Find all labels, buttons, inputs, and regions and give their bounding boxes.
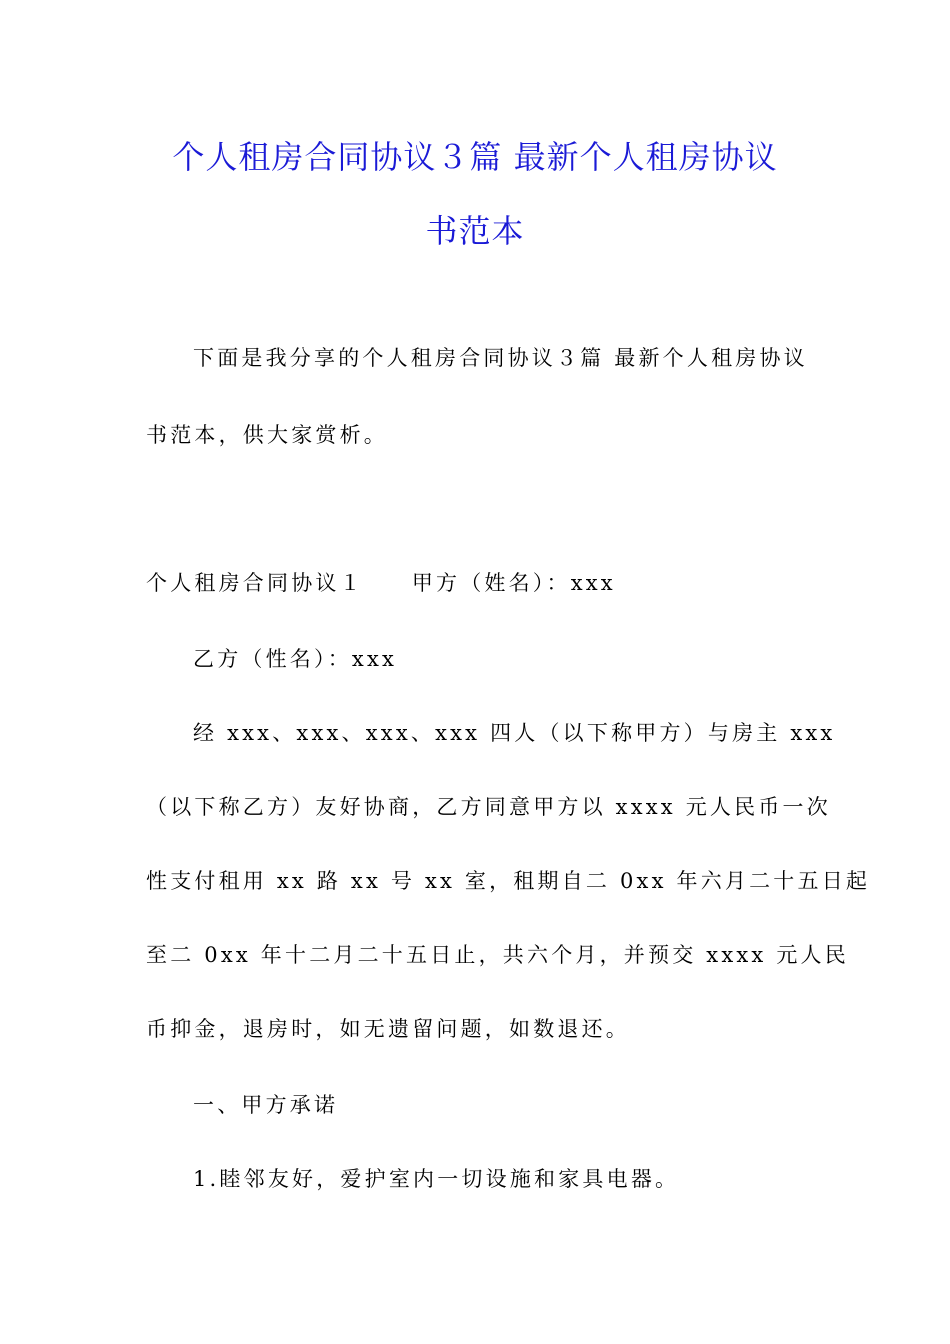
- list-item: 1.睦邻友好，爱护室内一切设施和家具电器。: [193, 1167, 680, 1191]
- section-heading: 一、甲方承诺: [193, 1093, 339, 1117]
- agreement-heading-row: [146, 568, 616, 598]
- body-line: 经 xxx、xxx、xxx、xxx 四人（以下称甲方）与房主 xxx: [193, 721, 836, 745]
- party-a-line: 甲方（姓名）：xxx: [411, 571, 616, 595]
- body-line: 至二 0xx 年十二月二十五日止，共六个月，并预交 xxxx 元人民: [146, 943, 849, 967]
- intro-paragraph-line-2: 书范本，供大家赏析。: [146, 423, 388, 447]
- agreement-heading: 个人租房合同协议１: [146, 571, 364, 595]
- body-line: （以下称乙方）友好协商，乙方同意甲方以 xxxx 元人民币一次: [146, 795, 831, 819]
- party-b-line: 乙方（性名）：xxx: [193, 647, 398, 671]
- body-line: 币抑金，退房时，如无遗留问题，如数退还。: [146, 1017, 630, 1041]
- document-title-line-1: 个人租房合同协议３篇 最新个人租房协议: [172, 138, 778, 176]
- body-line: 性支付租用 xx 路 xx 号 xx 室，租期自二 0xx 年六月二十五日起: [146, 869, 871, 893]
- document-title-line-2: 书范本: [425, 212, 525, 250]
- intro-paragraph-line-1: 下面是我分享的个人租房合同协议３篇 最新个人租房协议: [193, 346, 808, 370]
